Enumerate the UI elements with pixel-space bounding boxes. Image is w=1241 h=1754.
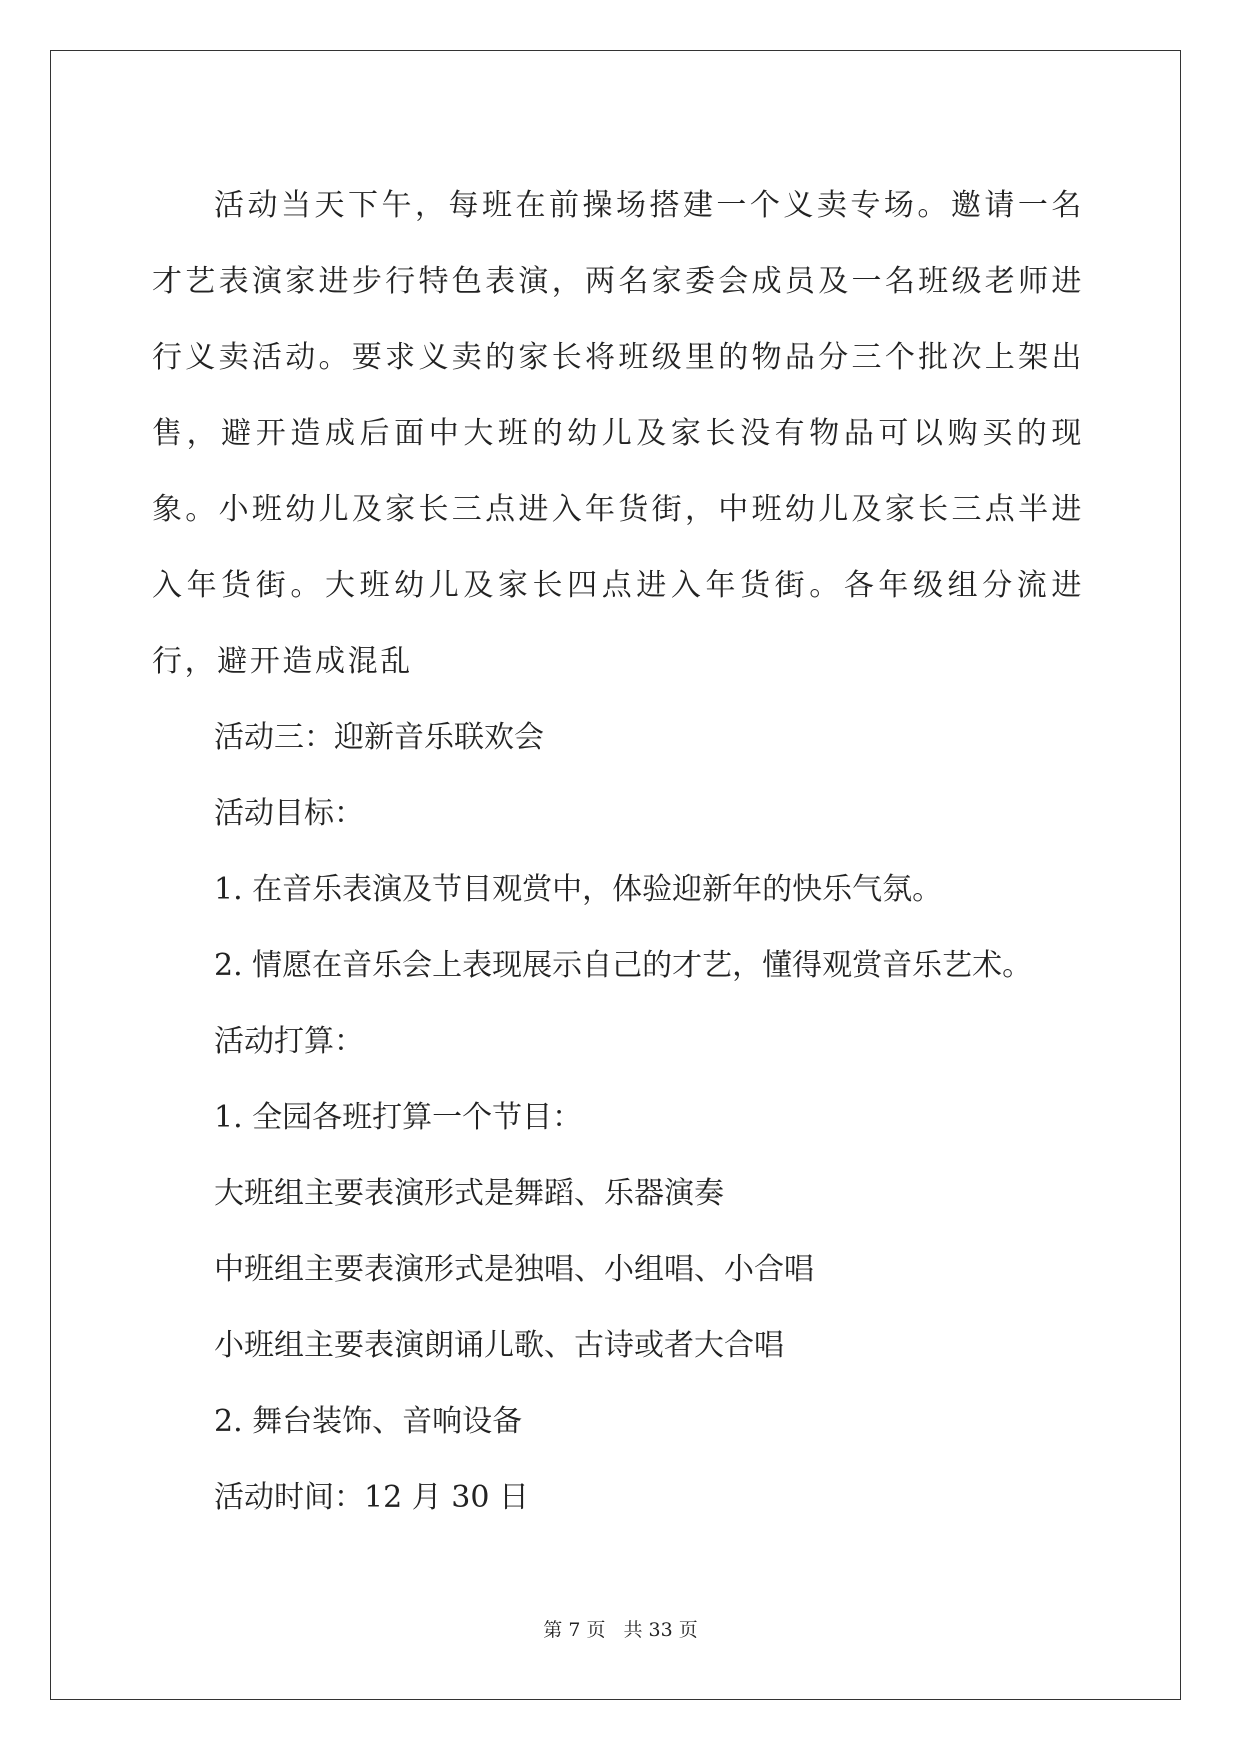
middle-class-line: 中班组主要表演形式是独唱、小组唱、小合唱: [214, 1252, 814, 1287]
senior-class-line: 大班组主要表演形式是舞蹈、乐器演奏: [214, 1176, 724, 1211]
intro-paragraph: 活动当天下午，每班在前操场搭建一个义卖专场。邀请一名才艺表演家进步行特色表演，两名家委会成员及一名班级老师进行义卖活动。要求义卖的家长将班级里的物品分三个批次上架出售，避开造成后面中大班的幼儿及家长没有物品可以购买的现象。小班幼儿及家长三点进入年货街，中班幼儿及家长三点半进入年货街。大班幼儿及家长四点进入年货街。各年级组分流进行，避开造成混乱: [152, 188, 1084, 679]
document-body: [152, 168, 1084, 1536]
page-number-current: 第 7 页: [543, 1619, 606, 1641]
goal-item-1: 1. 在音乐表演及节目观赏中，体验迎新年的快乐气氛。: [214, 872, 943, 907]
page-footer: [0, 1618, 1241, 1642]
junior-class-line: 小班组主要表演朗诵儿歌、古诗或者大合唱: [214, 1328, 784, 1363]
goal-item-2: 2. 情愿在音乐会上表现展示自己的才艺，懂得观赏音乐艺术。: [214, 948, 1033, 983]
section-heading-activity-three: 活动三：迎新音乐联欢会: [214, 720, 544, 755]
page-number-total: 共 33 页: [623, 1619, 698, 1641]
preparation-item-2: 2. 舞台装饰、音响设备: [214, 1404, 523, 1439]
activity-goals-heading: 活动目标：: [214, 796, 364, 831]
activity-time-line: 活动时间：12 月 30 日: [214, 1480, 529, 1515]
activity-preparation-heading: 活动打算：: [214, 1024, 364, 1059]
preparation-item-1: 1. 全园各班打算一个节目：: [214, 1100, 583, 1135]
